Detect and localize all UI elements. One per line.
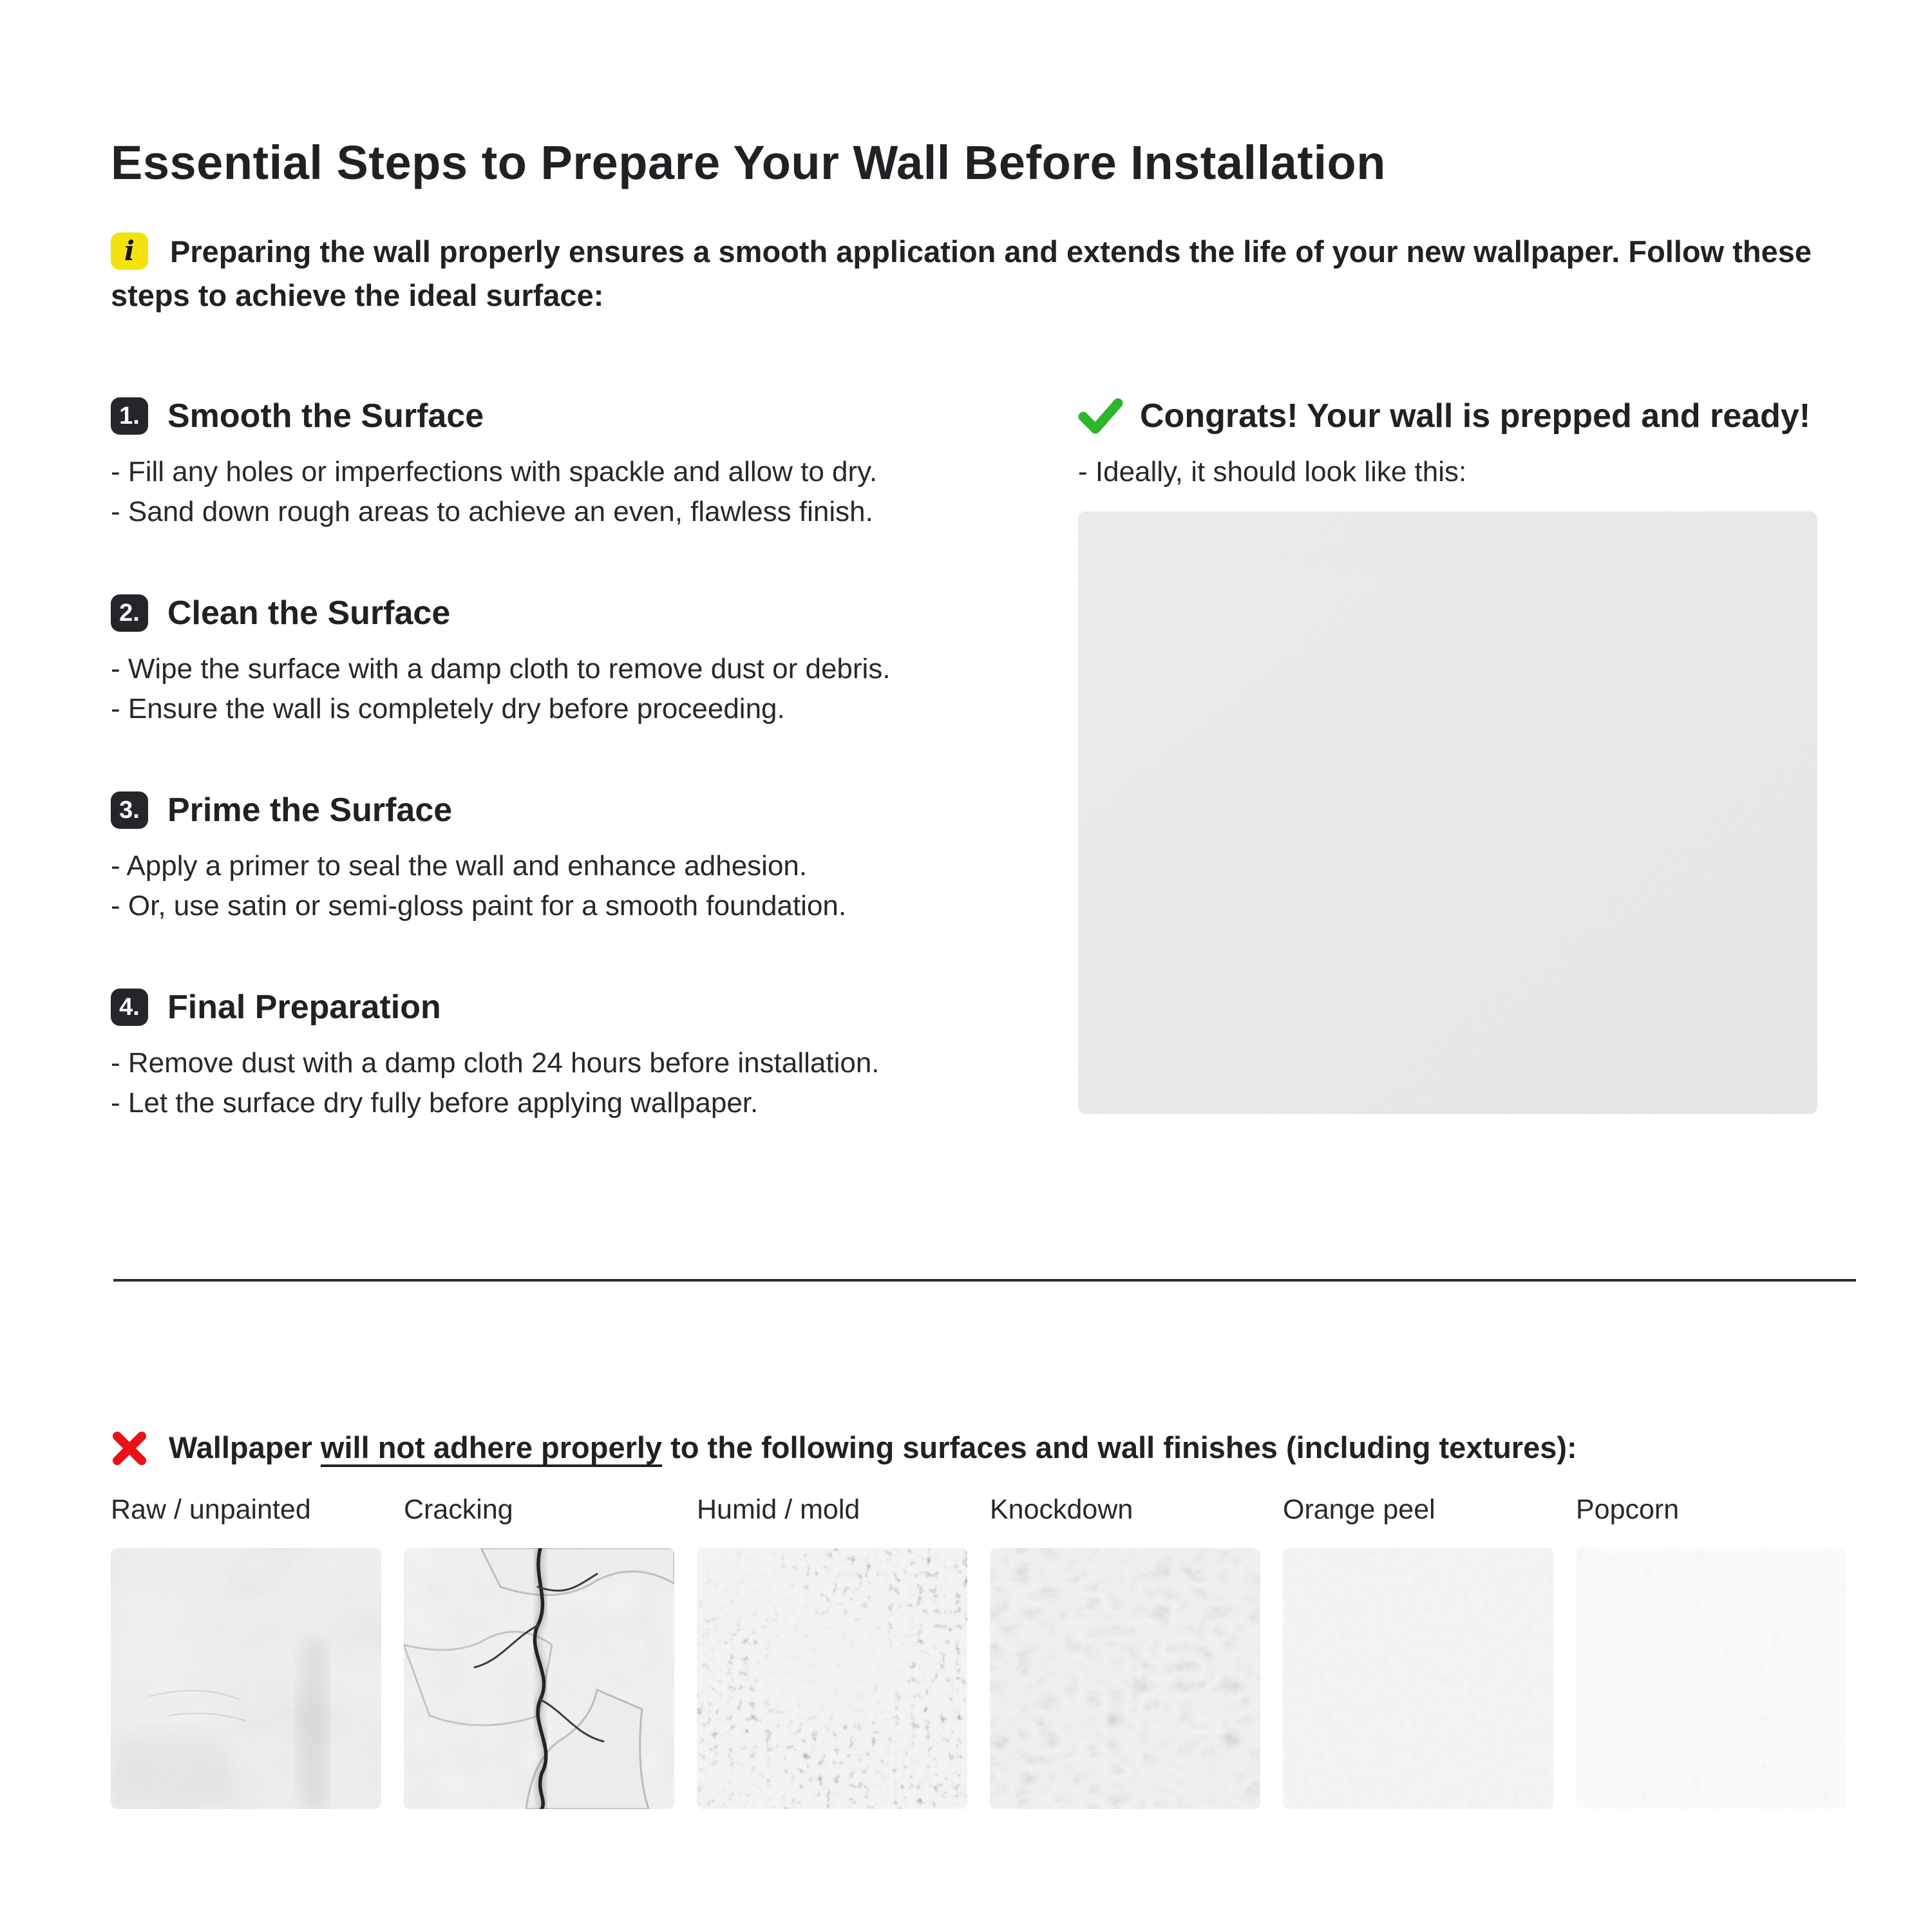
step-4 bbox=[111, 988, 1038, 1123]
surface-label: Raw / unpainted bbox=[111, 1494, 311, 1525]
step-2-title: Clean the Surface bbox=[167, 594, 451, 632]
surface-orange-peel bbox=[1283, 1493, 1553, 1809]
check-icon bbox=[1078, 397, 1123, 435]
raw-unpainted-texture-image bbox=[111, 1548, 381, 1809]
cracking-texture-image bbox=[404, 1548, 674, 1809]
prepped-wall-image bbox=[1078, 511, 1817, 1114]
steps-list bbox=[111, 397, 1038, 1185]
warning-emphasis: will not adhere properly bbox=[320, 1430, 663, 1464]
surface-label: Humid / mold bbox=[697, 1494, 860, 1525]
step-1-bullet-1: - Fill any holes or imperfections with spackle and allow to dry. bbox=[111, 456, 878, 488]
intro-text: Preparing the wall properly ensures a smooth application and extends the life of your new wallpaper. Follow these steps to achieve the ideal surface: bbox=[111, 234, 1812, 312]
step-3 bbox=[111, 791, 1038, 926]
bad-surfaces-grid bbox=[111, 1493, 1846, 1809]
page-title: Essential Steps to Prepare Your Wall Before Installation bbox=[111, 135, 1386, 189]
success-subtitle: - Ideally, it should look like this: bbox=[1078, 456, 1467, 488]
step-4-bullet-2: - Let the surface dry fully before applying wallpaper. bbox=[111, 1087, 759, 1119]
step-3-title: Prime the Surface bbox=[167, 791, 453, 829]
surface-raw-unpainted bbox=[111, 1493, 381, 1809]
step-3-number-badge: 3. bbox=[111, 791, 148, 829]
popcorn-texture-image bbox=[1576, 1548, 1846, 1809]
step-1-title: Smooth the Surface bbox=[167, 397, 484, 435]
surface-label: Orange peel bbox=[1283, 1494, 1435, 1525]
step-1-bullets bbox=[111, 452, 1038, 532]
step-1-bullet-2: - Sand down rough areas to achieve an even, flawless finish. bbox=[111, 496, 873, 527]
humid-mold-texture-image bbox=[697, 1548, 967, 1809]
step-1-number-badge: 1. bbox=[111, 397, 148, 435]
step-2-bullet-1: - Wipe the surface with a damp cloth to remove dust or debris. bbox=[111, 653, 891, 685]
step-3-heading bbox=[111, 791, 1038, 829]
step-2-bullets bbox=[111, 649, 1038, 729]
surface-knockdown bbox=[990, 1493, 1260, 1809]
warning-suffix: to the following surfaces and wall finishes (including textures): bbox=[662, 1430, 1577, 1464]
success-column bbox=[1078, 397, 1819, 1114]
surface-popcorn bbox=[1576, 1493, 1846, 1809]
step-4-title: Final Preparation bbox=[167, 989, 441, 1026]
surface-humid-mold bbox=[697, 1493, 967, 1809]
warning-text bbox=[169, 1428, 1577, 1467]
step-3-bullets bbox=[111, 846, 1038, 926]
step-4-heading bbox=[111, 988, 1038, 1027]
step-2-number-badge: 2. bbox=[111, 594, 148, 632]
info-icon: i bbox=[111, 232, 148, 270]
warning-prefix: Wallpaper bbox=[169, 1430, 321, 1464]
step-4-bullets bbox=[111, 1043, 1038, 1123]
success-heading bbox=[1078, 397, 1819, 435]
success-title: Congrats! Your wall is prepped and ready! bbox=[1140, 397, 1811, 435]
intro-paragraph bbox=[111, 230, 1869, 317]
surface-cracking bbox=[404, 1493, 674, 1809]
step-2-heading bbox=[111, 594, 1038, 632]
section-divider bbox=[113, 1279, 1856, 1282]
step-1 bbox=[111, 397, 1038, 532]
step-4-number-badge: 4. bbox=[111, 989, 148, 1026]
surface-label: Popcorn bbox=[1576, 1494, 1680, 1525]
knockdown-texture-image bbox=[990, 1548, 1260, 1809]
step-2-bullet-2: - Ensure the wall is completely dry before proceeding. bbox=[111, 693, 785, 724]
step-4-bullet-1: - Remove dust with a damp cloth 24 hours before installation. bbox=[111, 1047, 880, 1079]
step-1-heading bbox=[111, 397, 1038, 435]
surface-label: Knockdown bbox=[990, 1494, 1133, 1525]
step-2 bbox=[111, 594, 1038, 729]
warning-row bbox=[111, 1428, 1869, 1467]
cross-icon bbox=[111, 1430, 148, 1467]
orange-peel-texture-image bbox=[1283, 1548, 1553, 1809]
step-3-bullet-2: - Or, use satin or semi-gloss paint for a smooth foundation. bbox=[111, 890, 847, 922]
surface-label: Cracking bbox=[404, 1494, 513, 1525]
step-3-bullet-1: - Apply a primer to seal the wall and enhance adhesion. bbox=[111, 850, 808, 882]
